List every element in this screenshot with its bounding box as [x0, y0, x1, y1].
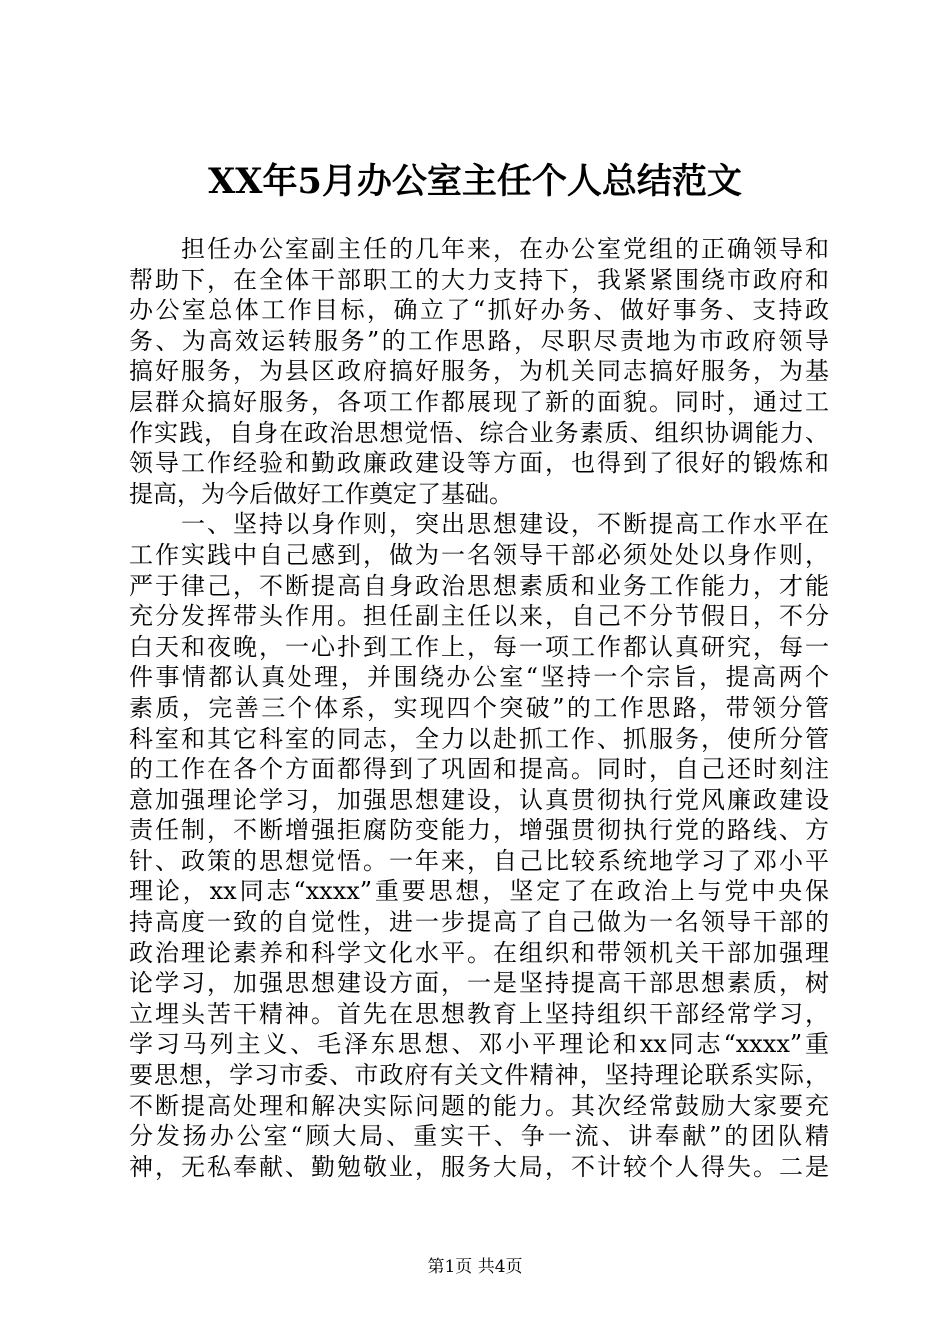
body-text-line: 搞好服务，为县区政府搞好服务，为机关同志搞好服务，为基: [129, 357, 829, 386]
body-text-line: 立埋头苦干精神。首先在思想教育上坚持组织干部经常学习，: [129, 999, 829, 1028]
body-text-line: 要思想，学习市委、市政府有关文件精神，坚持理论联系实际，: [129, 1061, 829, 1090]
body-text-line: 办公室总体工作目标，确立了“抓好办务、做好事务、支持政: [129, 296, 829, 325]
body-text-line: 针、政策的思想觉悟。一年来，自己比较系统地学习了邓小平: [129, 846, 829, 875]
body-text-line: 白天和夜晚，一心扑到工作上，每一项工作都认真研究，每一: [129, 632, 829, 661]
body-text-line: 充分发挥带头作用。担任副主任以来，自己不分节假日，不分: [129, 602, 829, 631]
body-text-line: 不断提高处理和解决实际问题的能力。其次经常鼓励大家要充: [129, 1091, 829, 1120]
body-text-line: 的工作在各个方面都得到了巩固和提高。同时，自己还时刻注: [129, 755, 829, 784]
body-text-line: 科室和其它科室的同志，全力以赴抓工作、抓服务，使所分管: [129, 724, 829, 753]
body-text-line: 一、坚持以身作则，突出思想建设，不断提高工作水平在: [129, 510, 829, 539]
body-text-line: 层群众搞好服务，各项工作都展现了新的面貌。同时，通过工: [129, 387, 829, 416]
body-text-line: 工作实践中自己感到，做为一名领导干部必须处处以身作则，: [129, 540, 829, 569]
body-text-line: 担任办公室副主任的几年来，在办公室党组的正确领导和: [129, 235, 829, 263]
body-text-line: 严于律己，不断提高自身政治思想素质和业务工作能力，才能: [129, 571, 829, 600]
body-text-line: 提高，为今后做好工作奠定了基础。: [129, 479, 513, 508]
document-body: [129, 234, 829, 1182]
body-text-line: 领导工作经验和勤政廉政建设等方面，也得到了很好的锻炼和: [129, 449, 829, 478]
body-text-line: 素质，完善三个体系，实现四个突破”的工作思路，带领分管: [129, 693, 829, 722]
page-footer: 第1页 共4页: [427, 1257, 523, 1277]
body-text-line: 分发扬办公室“顾大局、重实干、争一流、讲奉献”的团队精: [129, 1122, 829, 1151]
body-text-line: 论学习，加强思想建设方面，一是坚持提高干部思想素质，树: [129, 969, 829, 998]
body-text-line: 帮助下，在全体干部职工的大力支持下，我紧紧围绕市政府和: [129, 265, 829, 294]
body-text-line: 神，无私奉献、勤勉敬业，服务大局，不计较个人得失。二是: [129, 1152, 829, 1181]
body-text-line: 责任制，不断增强拒腐防变能力，增强贯彻执行党的路线、方: [129, 816, 829, 845]
body-text-line: 作实践，自身在政治思想觉悟、综合业务素质、组织协调能力、: [129, 418, 829, 447]
body-text-line: 件事情都认真处理，并围绕办公室“坚持一个宗旨，提高两个: [129, 663, 829, 692]
body-text-line: 理论，xx同志“xxxx”重要思想，坚定了在政治上与党中央保: [129, 877, 829, 906]
body-text-line: 政治理论素养和科学文化水平。在组织和带领机关干部加强理: [129, 938, 829, 967]
body-text-line: 意加强理论学习，加强思想建设，认真贯彻执行党风廉政建设: [129, 785, 829, 814]
body-text-line: 持高度一致的自觉性，进一步提高了自己做为一名领导干部的: [129, 908, 829, 937]
body-text-line: 学习马列主义、毛泽东思想、邓小平理论和xx同志“xxxx”重: [129, 1030, 829, 1059]
document-title: XX年5月办公室主任个人总结范文: [208, 161, 742, 202]
body-text-line: 务、为高效运转服务”的工作思路，尽职尽责地为市政府领导: [129, 326, 829, 355]
